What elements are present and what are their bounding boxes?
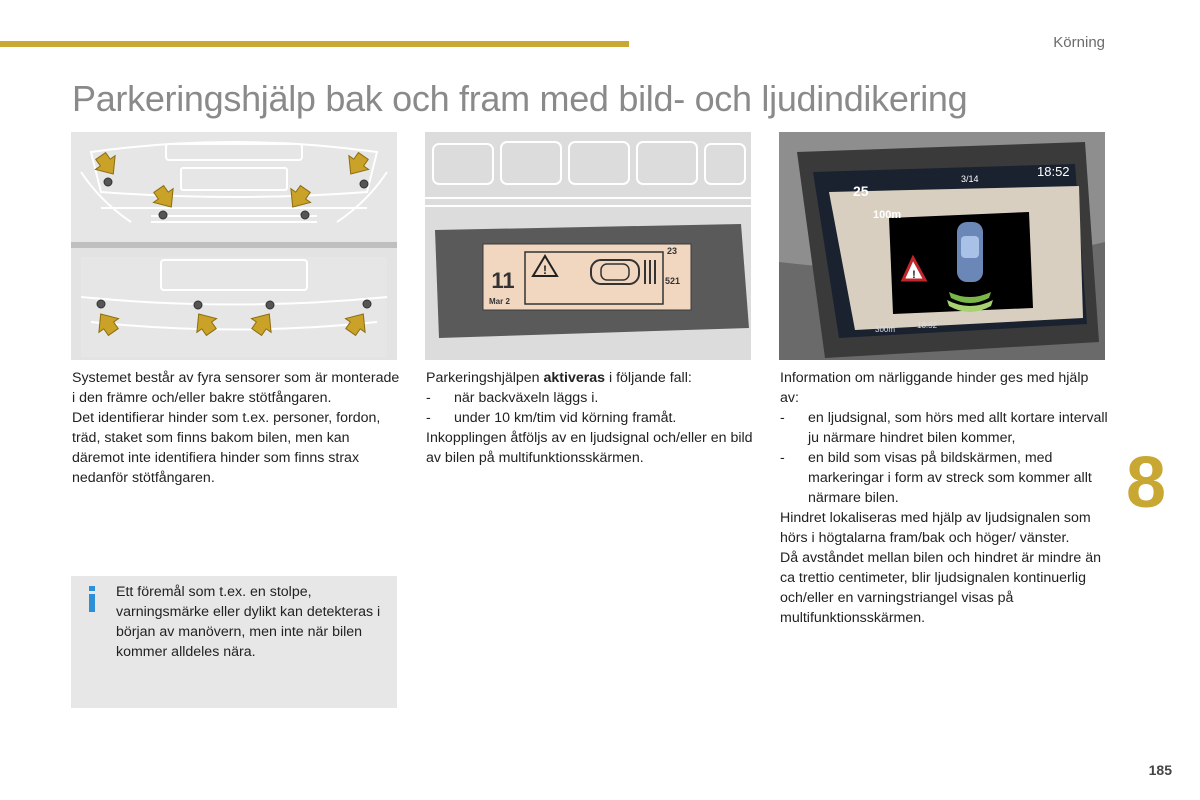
paragraph: Det identifierar hinder som t.ex. personer, fordon, träd, staket som finns bakom bilen, men kan däremot inte identifiera hinder som finns strax nedanför stötfångaren. [72,410,381,486]
list-text: under 10 km/tim vid körning framåt. [454,410,677,426]
intro-text: Parkeringshjälpen [426,370,544,386]
screen-bottom-distance: 300m [875,325,896,334]
screen-track: 3/14 [961,174,979,184]
list-item [426,408,756,428]
page-number: 185 [1148,762,1172,778]
chapter-number: 8 [1126,443,1167,523]
paragraph: Då avståndet mellan bilen och hindret är mindre än ca trettio centimeter, blir ljudsignalen kontinuerlig och/eller en varningstriangel visas på multifunktionsskärmen. [780,550,1101,626]
info-note [71,576,397,708]
dashboard-display-illustration [425,132,751,360]
paragraph: Inkopplingen åtföljs av en ljudsignal och/eller en bild av bilen på multifunktionsskärmen. [426,430,753,466]
note-text: Ett föremål som t.ex. en stolpe, varningsmärke eller dylikt kan detekteras i början av manövern, men inte när bilen kommer alldeles nära. [116,584,381,660]
list-text: en ljudsignal, som hörs med allt kortare intervall ju närmare hindret bilen kommer, [808,410,1108,446]
list-dash: - [426,410,431,426]
list-text: en bild som visas på bildskärmen, med markeringar i form av streck som kommer allt närmare bilen. [808,450,1092,506]
display-time: 23 [667,246,678,256]
screen-clock: 18:52 [1037,164,1070,179]
section-label: Körning [1053,34,1105,51]
paragraph: Systemet består av fyra sensorer som är monterade i den främre och/eller bakre stötfångaren. [72,370,400,406]
list-dash: - [426,390,431,406]
sensor-location-illustration [71,132,397,360]
paragraph: Hindret lokaliseras med hjälp av ljudsignalen som hörs i högtalarna fram/bak och höger/ vänster. [780,510,1091,546]
paragraph: Information om närliggande hinder ges med hjälp av: [780,370,1089,406]
svg-text:!: ! [912,269,916,281]
header-accent-bar [0,41,629,47]
multifunction-screen-illustration [779,132,1105,360]
info-icon [85,586,99,612]
intro-bold: aktiveras [543,370,606,386]
display-date: Mar 2 [489,297,510,306]
column-information [780,368,1110,628]
list-item [426,388,756,408]
list-item [780,448,1110,508]
page-title: Parkeringshjälp bak och fram med bild- och ljudindikering [72,78,968,119]
activation-intro [426,368,756,388]
display-number: 11 [491,268,515,293]
column-sensor-description [72,368,402,488]
list-dash: - [780,410,785,426]
display-value: 521 [665,276,681,286]
svg-text:!: ! [543,263,547,277]
intro-text: i följande fall: [605,370,692,386]
list-item [780,408,1110,448]
list-dash: - [780,450,785,466]
screen-temp: 25 [853,183,869,199]
screen-bottom-clock: 18:52 [917,321,938,330]
list-text: när backväxeln läggs i. [454,390,599,406]
column-activation [426,368,756,468]
screen-distance: 100m [873,209,902,221]
